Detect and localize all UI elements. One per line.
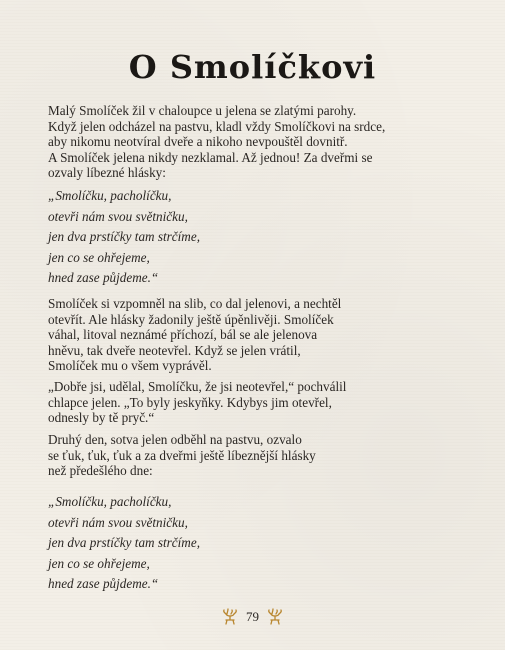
text-line: se ťuk, ťuk, ťuk a za dveřmi ještě líbeznější hlásky: [48, 447, 316, 463]
text-line: váhal, litoval neznámé příchozí, bál se ale jelenova: [48, 327, 318, 342]
text-line: odnesly by tě pryč.“: [48, 410, 155, 425]
text-line: „Dobře jsi, udělal, Smolíčku, že jsi neotevřel,“ pochválil: [48, 379, 347, 394]
verse-line: jen co se ohřejeme,: [48, 249, 150, 265]
verse-line: „Smolíčku, pacholíčku,: [48, 494, 172, 509]
text-line: hněvu, tak dveře neotevřel. Když se jelen vrátil,: [48, 342, 301, 358]
verse-line: otevři nám svou světničku,: [48, 514, 188, 530]
paragraph-1: [48, 103, 468, 181]
verse-line: jen dva prstíčky tam strčíme,: [48, 229, 200, 244]
text-line: Druhý den, sotva jelen odběhl na pastvu, ozvalo: [48, 432, 302, 447]
text-line: Smolíček si vzpomněl na slib, co dal jelenovi, a nechtěl: [48, 296, 342, 311]
page-number: 79: [246, 609, 259, 625]
text-line: A Smolíček jelena nikdy nezklamal. Až jednou! Za dveřmi se: [48, 149, 373, 165]
stag-ornament-icon: [220, 608, 240, 626]
stag-ornament-icon: [265, 608, 285, 626]
paragraph-2: [48, 296, 468, 374]
verse-line: „Smolíčku, pacholíčku,: [48, 188, 172, 203]
verse-line: otevři nám svou světničku,: [48, 208, 188, 224]
verse-line: hned zase půjdeme.“: [48, 576, 159, 591]
text-line: Když jelen odcházel na pastvu, kladl vždy Smolíčkovi na srdce,: [48, 118, 386, 134]
verse-line: jen dva prstíčky tam strčíme,: [48, 535, 200, 550]
text-line: otevřít. Ale hlásky žadonily ještě úpěnlivěji. Smolíček: [48, 311, 334, 327]
verse-line: hned zase půjdeme.“: [48, 270, 159, 285]
text-line: Smolíček mu o všem vyprávěl.: [48, 358, 212, 373]
page-title: O Smolíčkovi: [128, 48, 377, 86]
text-line: než předešlého dne:: [48, 463, 153, 478]
text-line: chlapce jelen. „To byly jeskyňky. Kdybys jim otevřel,: [48, 394, 332, 410]
text-line: ozvaly líbezné hlásky:: [48, 165, 166, 180]
paragraph-3: [48, 379, 468, 426]
paragraph-4: [48, 432, 468, 479]
page-footer: [0, 608, 505, 626]
verse-2: [48, 492, 348, 595]
text-line: aby nikomu neotvíral dveře a nikoho nevpouštěl dovnitř.: [48, 134, 348, 149]
verse-line: jen co se ohřejeme,: [48, 555, 150, 571]
verse-1: [48, 186, 348, 289]
text-line: Malý Smolíček žil v chaloupce u jelena se zlatými parohy.: [48, 103, 357, 118]
